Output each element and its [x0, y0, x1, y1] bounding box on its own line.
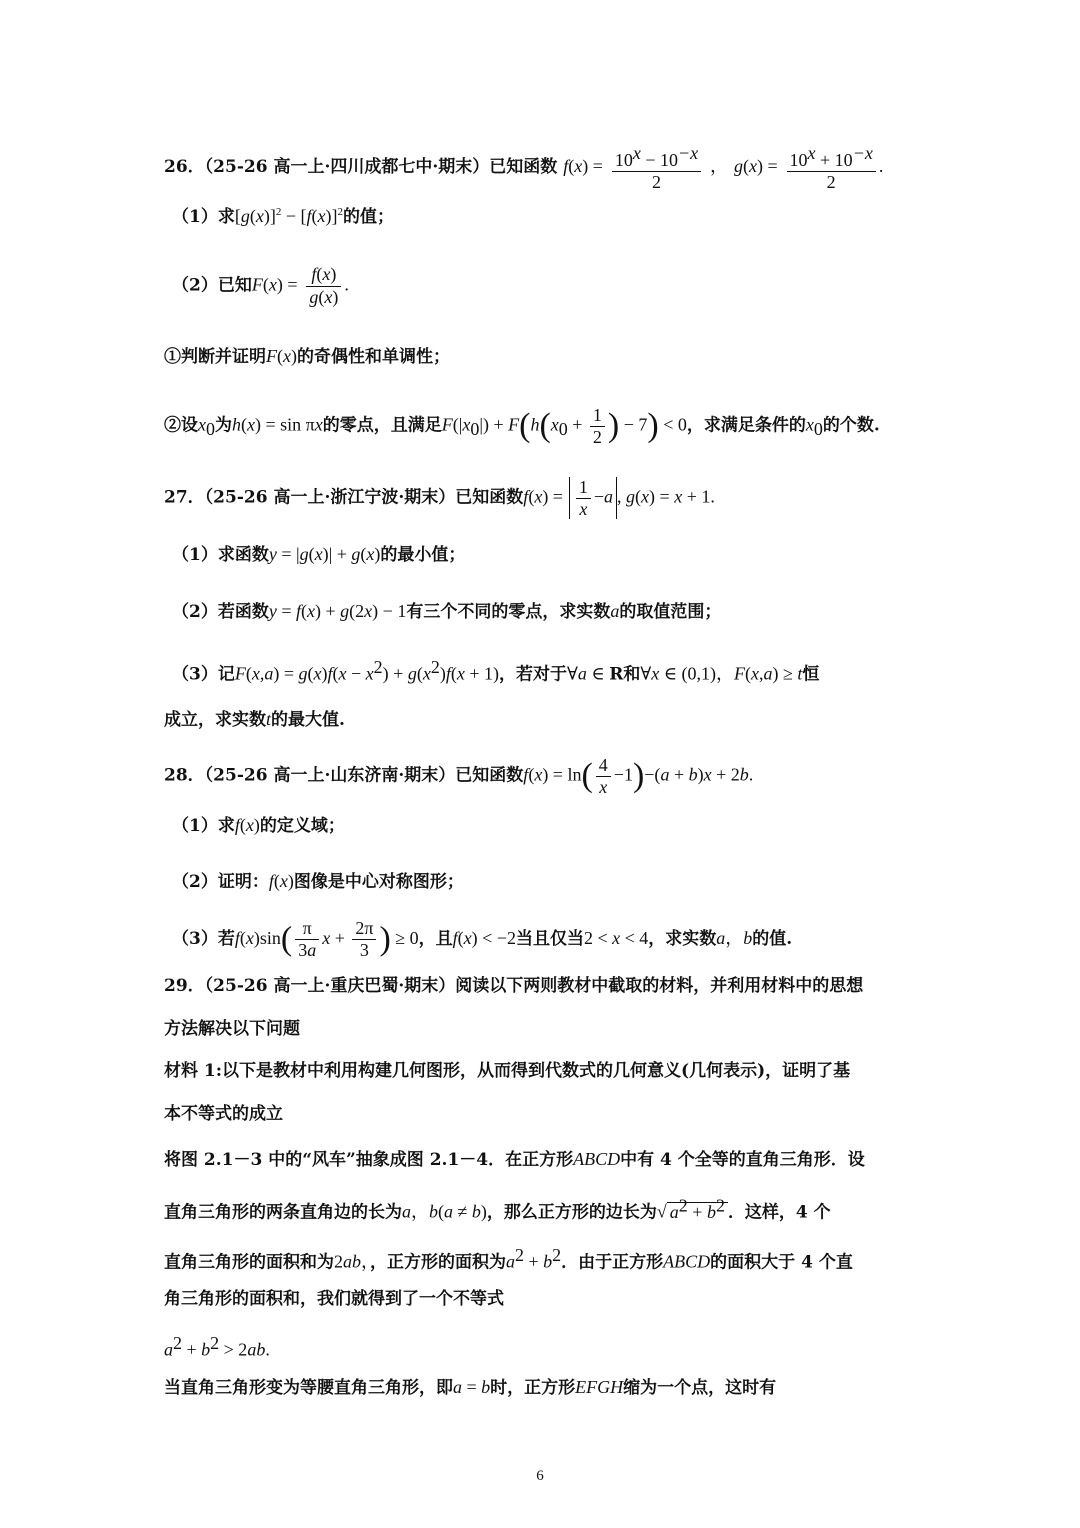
page-number: 6 — [536, 1468, 544, 1484]
fraction: $\frac{f(x)}{g(x)}$ — [306, 264, 341, 308]
q29-line3: 材料 1:以下是教材中利用构建几何图形，从而得到代数式的几何意义(几何表示)，证明了基 — [164, 1061, 851, 1081]
q29-line8: 角三角形的面积和，我们就得到了一个不等式 — [164, 1289, 504, 1309]
q26-header: 26．（25-26 高一上·四川成都七中·期末）已知函数 f(x) = $\frac{10^x - 10^{-x}}{2}$ ， g(x) = $\frac{10^x + 10^{-x}}{2}$ . — [164, 143, 884, 192]
q27-header: 27．（25-26 高一上·浙江宁波·期末）已知函数f(x) = $\frac{1}{x}$ −a , g(x) = x + 1. — [164, 477, 715, 519]
q29-line5: 将图 2.1－3 中的“风车”抽象成图 2.1－4．在正方形ABCD中有 4 个全等的直角三角形．设 — [164, 1149, 865, 1170]
q26-sub1: ①判断并证明F(x)的奇偶性和单调性； — [164, 346, 450, 367]
q29-line10: 当直角三角形变为等腰直角三角形，即a = b时，正方形EFGH缩为一个点，这时有 — [164, 1377, 777, 1398]
fraction: $\frac{1}{x}$ — [576, 477, 591, 519]
q28-part3: （3）若f(x)sin( $\frac{\pi}{3a}$ x + $\frac{2\pi}{3}$ ) ≥ 0，且f(x) < −2当且仅当2 < x < 4，求实数a，b的值. — [172, 918, 793, 961]
fraction: $\frac{1}{2}$ — [590, 405, 605, 447]
q29-line4: 本不等式的成立 — [164, 1104, 283, 1124]
q26-part2: （2）已知F(x) = $\frac{f(x)}{g(x)}$ . — [172, 264, 349, 307]
q29-line1: 29．（25-26 高一上·重庆巴蜀·期末）阅读以下两则教材中截取的材料，并利用材料中的思想 — [164, 976, 864, 996]
q28-part1: （1）求f(x)的定义域； — [172, 815, 345, 836]
q28-header: 28．（25-26 高一上·山东济南·期末）已知函数f(x) = ln( $\frac{4}{x}$ −1)−(a + b)x + 2b. — [164, 755, 754, 797]
q27-part2: （2）若函数y = f(x) + g(2x) − 1有三个不同的零点，求实数a的取值范围； — [172, 601, 722, 622]
q29-line2: 方法解决以下问题 — [164, 1019, 300, 1039]
q27-part3: （3）记$F(x,a) = g(x)f(x - x^2) + g(x^2)f(x + 1)$，若对于∀a ∈ R和∀x ∈ (0,1)，F(x,a) ≥ t恒 — [172, 657, 820, 685]
q29-inequality: $a^2 + b^2 > 2ab$. — [164, 1333, 270, 1360]
q29-line7: 直角三角形的面积和为2ab，，正方形的面积为$a^2 + b^2$．由于正方形ABCD的面积大于 4 个直 — [164, 1245, 853, 1273]
fraction: $\frac{\pi}{3a}$ — [295, 918, 319, 961]
fraction: $\frac{2\pi}{3}$ — [352, 918, 376, 960]
fraction: $\frac{10^x - 10^{-x}}{2}$ — [612, 143, 701, 192]
fraction: $\frac{10^x + 10^{-x}}{2}$ — [787, 143, 876, 192]
q27-part3-cont: 成立，求实数t的最大值. — [164, 709, 345, 730]
square-root: √ $a^2 + b^2$ — [657, 1196, 728, 1222]
q28-part2: （2）证明：f(x)图像是中心对称图形； — [172, 871, 464, 892]
q29-line6: 直角三角形的两条直角边的长为a，b(a ≠ b)，那么正方形的边长为√ $a^2 + b^2$ ．这样，4 个 — [164, 1195, 831, 1223]
q27-part1: （1）求函数y = |g(x)| + g(x)的最小值； — [172, 544, 466, 565]
q26-part1: （1）求$[g(x)]^2 - [f(x)]^2$的值； — [172, 206, 395, 227]
q26-sub2: ②设$x_0$为h(x) = sin πx的零点，且满足$F(|x_0|) + F(h(x_0$ + $\frac{1}{2}$ ) − 7) < 0，求满足条件的$x_0$的个数. — [164, 405, 880, 447]
fraction: $\frac{4}{x}$ — [596, 755, 611, 797]
